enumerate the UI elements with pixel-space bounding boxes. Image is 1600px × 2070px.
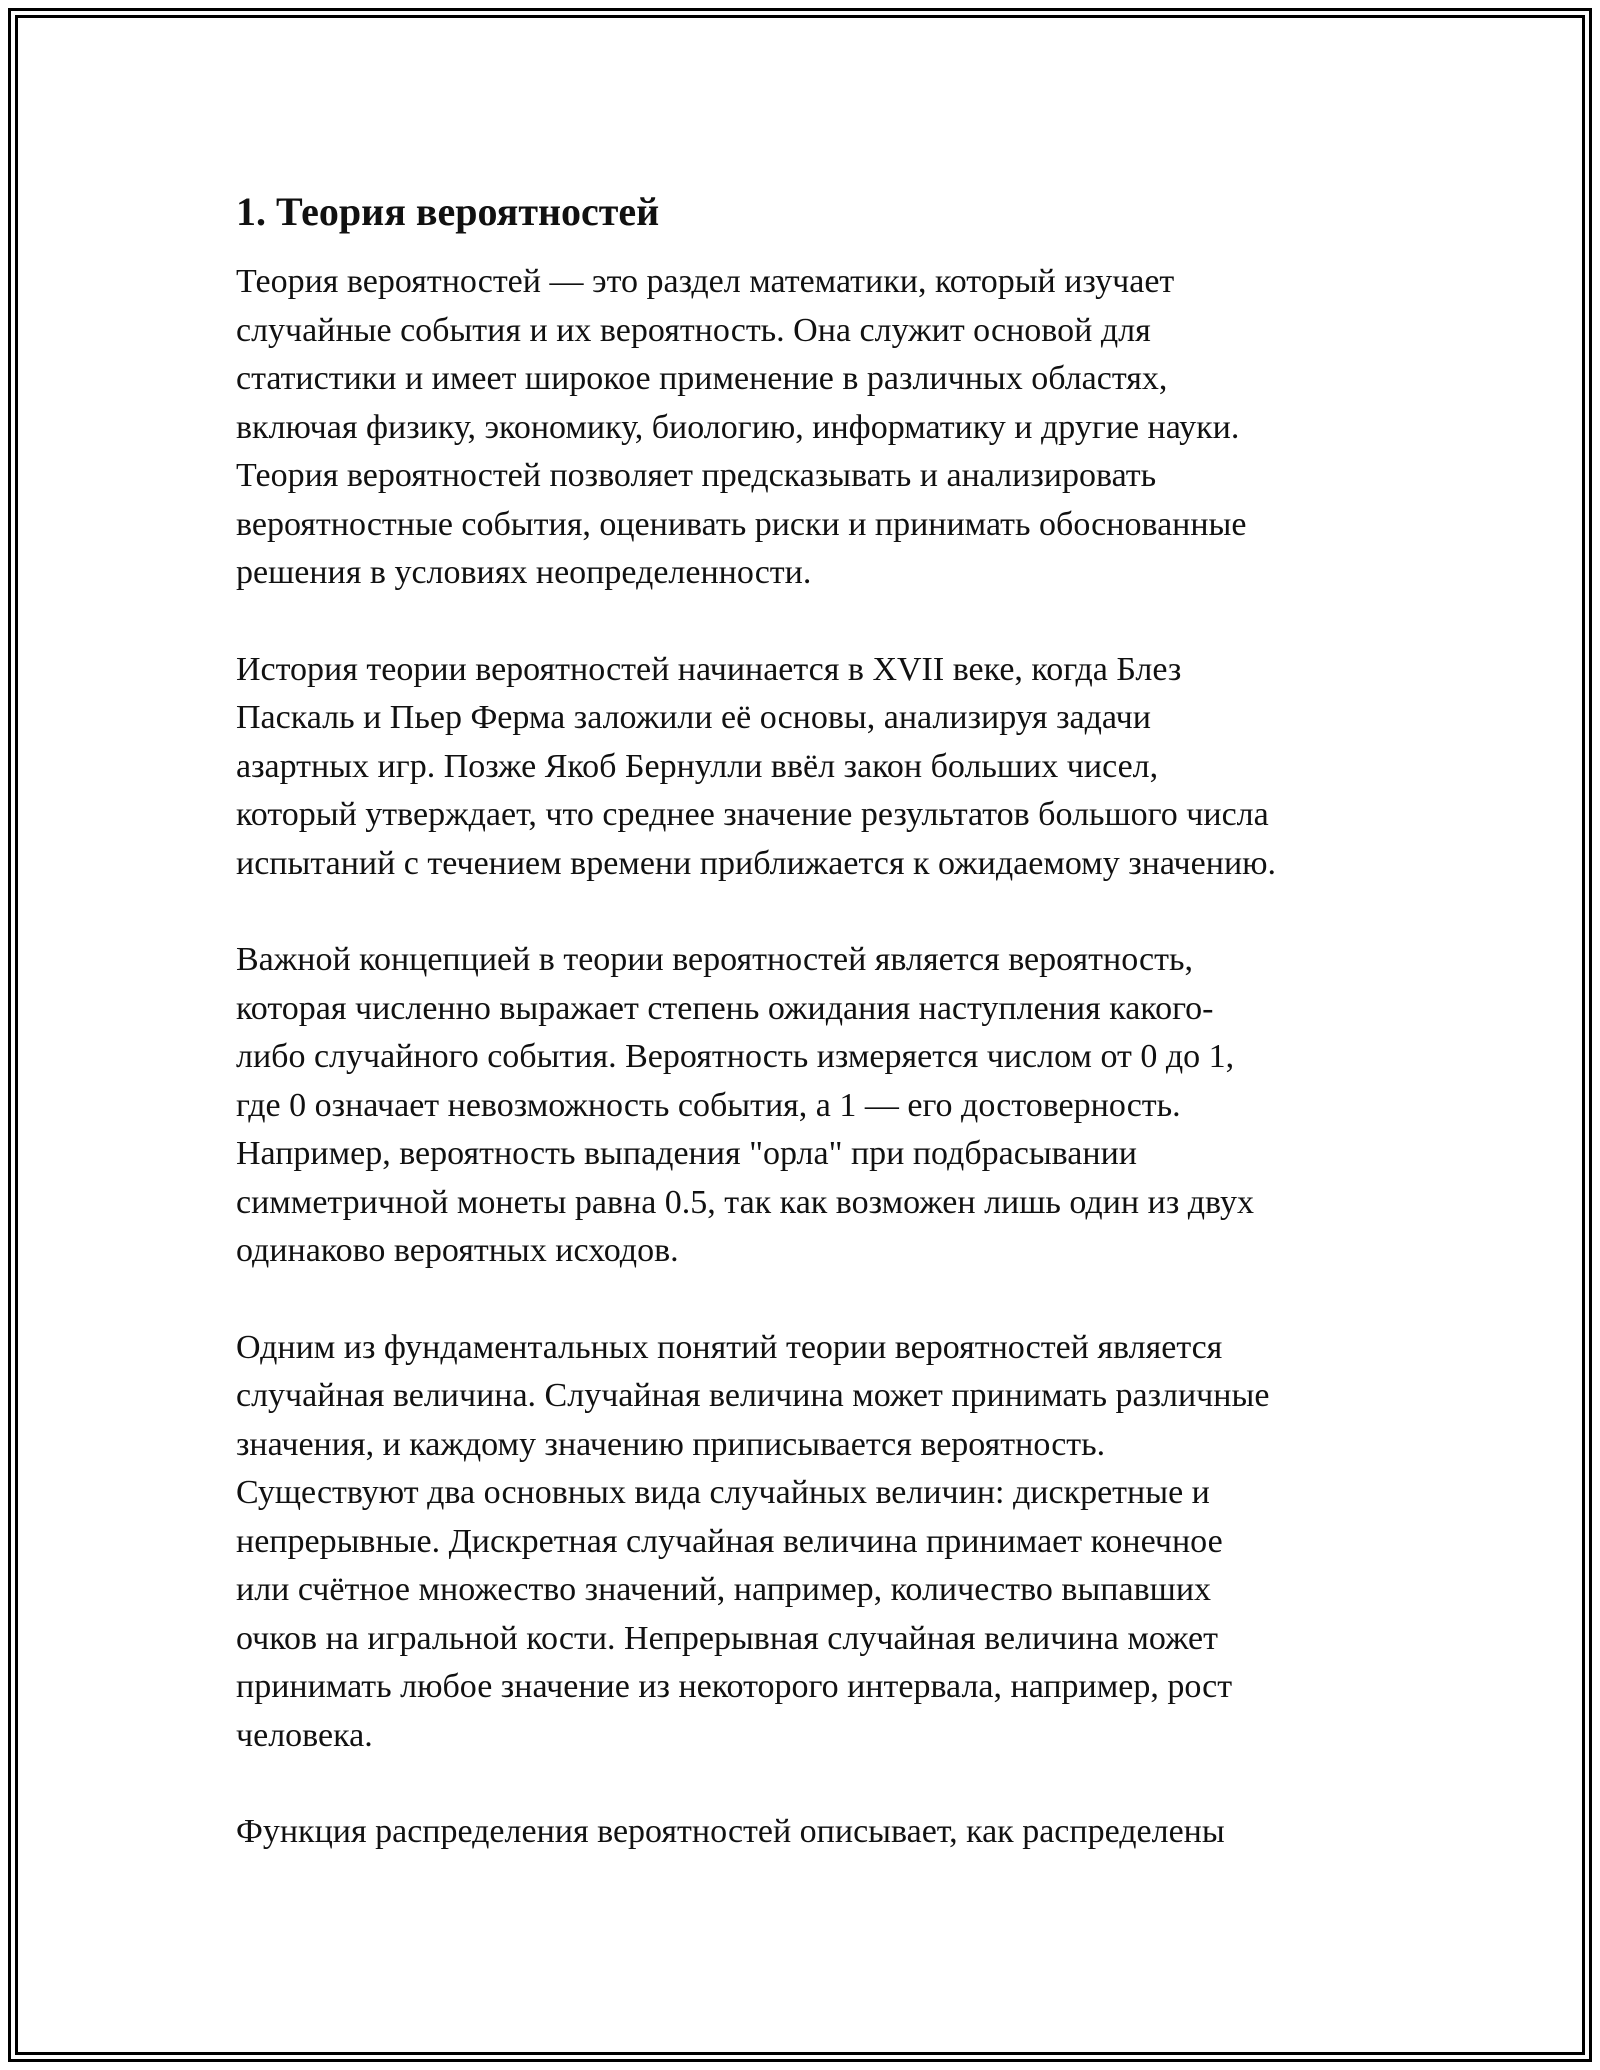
text-line: очков на игральной кости. Непрерывная случайная величина может — [236, 1619, 1218, 1657]
text-line: непрерывные. Дискретная случайная величина принимает конечное — [236, 1522, 1223, 1560]
text-line: азартных игр. Позже Якоб Бернулли ввёл закон больших чисел, — [236, 747, 1159, 785]
paragraph-distribution — [236, 1808, 1376, 1857]
text-line: или счётное множество значений, например, количество выпавших — [236, 1571, 1212, 1608]
text-line: значения, и каждому значению приписывается вероятность. — [236, 1425, 1106, 1463]
text-line: статистики и имеет широкое применение в различных областях, — [236, 360, 1168, 397]
text-line: случайные события и их вероятность. Она служит основой для — [236, 311, 1151, 349]
text-line: либо случайного события. Вероятность измеряется числом от 0 до 1, — [236, 1038, 1235, 1075]
text-line: одинаково вероятных исходов. — [236, 1232, 679, 1269]
text-line: симметричной монеты равна 0.5, так как возможен лишь один из двух — [236, 1183, 1254, 1221]
text-line: который утверждает, что среднее значение результатов большого числа — [236, 796, 1269, 833]
document-body — [236, 186, 1376, 1905]
text-line: Теория вероятностей — это раздел математики, который изучает — [236, 263, 1175, 300]
text-line: Важной концепцией в теории вероятностей является вероятность, — [236, 941, 1193, 978]
text-line: Существуют два основных вида случайных величин: дискретные и — [236, 1474, 1210, 1511]
text-line: включая физику, экономику, биологию, информатику и другие науки. — [236, 408, 1240, 446]
text-line: История теории вероятностей начинается в XVII веке, когда Блез — [236, 650, 1182, 688]
text-line: Например, вероятность выпадения "орла" при подбрасывании — [236, 1135, 1137, 1172]
paragraph-random-variable — [236, 1324, 1376, 1761]
paragraph-history — [236, 646, 1376, 889]
text-line: решения в условиях неопределенности. — [236, 554, 812, 591]
text-line: Теория вероятностей позволяет предсказывать и анализировать — [236, 457, 1157, 494]
text-line: Паскаль и Пьер Ферма заложили её основы, анализируя задачи — [236, 699, 1151, 736]
section-title: 1. Теория вероятностей — [236, 189, 660, 234]
text-line: Функция распределения вероятностей описывает, как распределены — [236, 1813, 1225, 1850]
text-line: Одним из фундаментальных понятий теории вероятностей является — [236, 1328, 1223, 1366]
text-line: испытаний с течением времени приближается к ожидаемому значению. — [236, 844, 1277, 882]
text-line: случайная величина. Случайная величина может принимать различные — [236, 1377, 1270, 1414]
text-line: принимать любое значение из некоторого интервала, например, рост — [236, 1668, 1233, 1705]
text-line: вероятностные события, оценивать риски и принимать обоснованные — [236, 505, 1247, 543]
paragraph-probability — [236, 936, 1376, 1276]
text-line: которая численно выражает степень ожидания наступления какого- — [236, 989, 1214, 1027]
paragraph-intro — [236, 258, 1376, 598]
text-line: где 0 означает невозможность события, а 1 — его достоверность. — [236, 1086, 1181, 1124]
text-line: человека. — [236, 1716, 373, 1754]
